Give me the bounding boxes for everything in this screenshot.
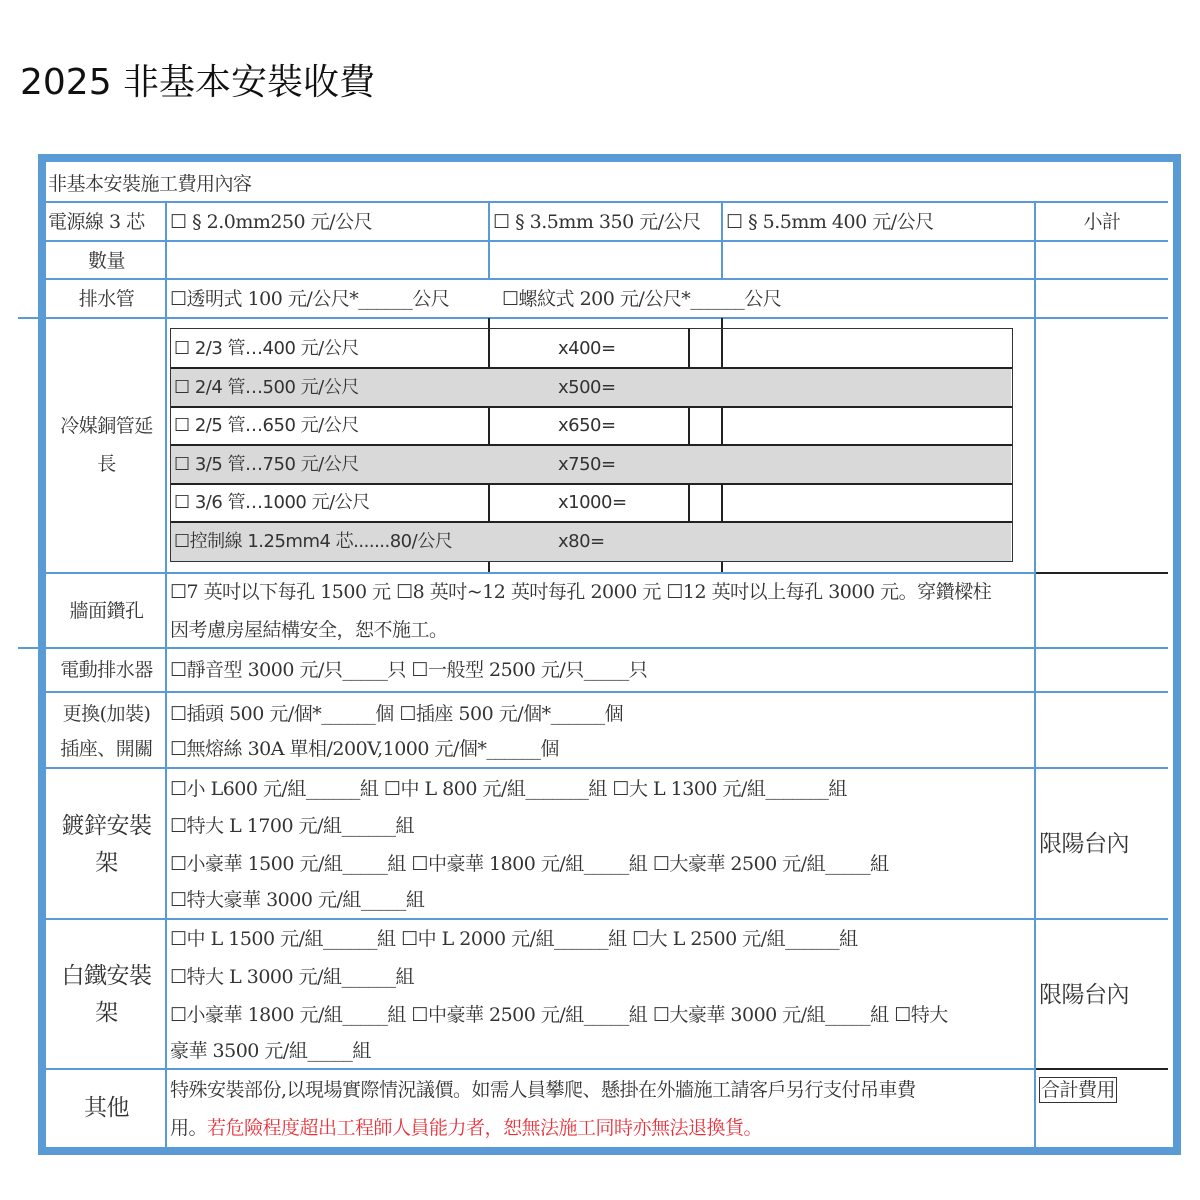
row-divider (46, 918, 1168, 920)
drill-options[interactable]: ☐7 英吋以下每孔 1500 元 ☐8 英吋~12 英吋每孔 2000 元 ☐12 英吋以上每孔 3000 元。穿鑽樑柱 (170, 581, 992, 603)
breaker-option[interactable]: ☐無熔絲 30A 單相/200V,1000 元/個*______個 (170, 738, 559, 760)
table-header: 非基本安裝施工費用內容 (48, 173, 252, 195)
row-divider (171, 367, 1012, 369)
copper-item[interactable]: ☐ 3/5 管…750 元/公尺 (174, 454, 359, 475)
iron-label-line2: 架 (95, 1000, 118, 1026)
other-label: 其他 (84, 1095, 129, 1121)
iron-label: 白鐵安裝 (61, 963, 152, 989)
copper-item[interactable]: ☐ 2/3 管…400 元/公尺 (174, 338, 359, 359)
col-divider (721, 201, 723, 278)
other-note: 特殊安裝部份,以現場實際情況議價。如需人員攀爬、懸掛在外牆施工請客戶另行支付吊車費 (170, 1079, 916, 1101)
row-divider (46, 572, 1036, 574)
copper-calc: x400= (558, 338, 616, 359)
total-fee-box: 合計費用 (1041, 1079, 1116, 1101)
row-divider (46, 1068, 1036, 1070)
copper-calc: x1000= (558, 492, 627, 513)
row-divider (46, 278, 1168, 280)
drain-option-clear[interactable]: ☐透明式 100 元/公尺*______公尺 (170, 288, 450, 310)
copper-item[interactable]: ☐ 2/4 管…500 元/公尺 (174, 377, 359, 398)
galv-options[interactable]: ☐小 L600 元/組______組 ☐中 L 800 元/組_______組 ☐大 L 1300 元/組_______組 (170, 778, 847, 800)
pump-label: 電動排水器 (60, 659, 153, 681)
row-divider (18, 647, 1168, 649)
row-divider (171, 444, 1012, 446)
col-divider (688, 406, 690, 444)
col-divider (688, 483, 690, 521)
galv-label-line2: 架 (95, 850, 118, 876)
col-divider (1034, 201, 1036, 1147)
copper-calc: x750= (558, 454, 616, 475)
power-option-5-5mm[interactable]: ☐ § 5.5mm 400 元/公尺 (726, 211, 934, 233)
warning-text: 若危險程度超出工程師人員能力者，恕無法施工同時亦無法退換貨。 (207, 1117, 763, 1139)
copper-label: 冷媒銅管延 (60, 415, 153, 437)
drill-note: 因考慮房屋結構安全，恕不施工。 (170, 619, 448, 641)
copper-item[interactable]: ☐ 3/6 管…1000 元/公尺 (174, 492, 370, 513)
iron-options[interactable]: ☐小豪華 1800 元/組_____組 ☐中豪華 2500 元/組_____組 ☐大豪華 3000 元/組_____組 ☐特大 (170, 1004, 948, 1026)
col-divider (488, 201, 490, 278)
row-divider (46, 691, 1168, 693)
copper-item[interactable]: ☐ 2/5 管…650 元/公尺 (174, 415, 359, 436)
row-divider (171, 483, 1012, 485)
copper-calc: x500= (558, 377, 616, 398)
power-option-2mm[interactable]: ☐ § 2.0mm250 元/公尺 (170, 211, 373, 233)
outlet-options[interactable]: ☐插頭 500 元/個*______個 ☐插座 500 元/個*______個 (170, 703, 624, 725)
iron-note: 限陽台內 (1039, 982, 1129, 1008)
copper-calc: x80= (558, 531, 605, 552)
row-divider (46, 201, 1168, 203)
other-note-line2 (170, 1116, 762, 1140)
row-divider (1036, 572, 1168, 574)
row-divider (46, 240, 1168, 242)
row-divider (171, 521, 1012, 523)
row-divider (46, 767, 1168, 769)
iron-options[interactable]: 豪華 3500 元/組_____組 (170, 1040, 371, 1062)
copper-calc: x650= (558, 415, 616, 436)
col-divider (688, 328, 690, 367)
row-divider (18, 317, 1168, 319)
page-title: 2025 非基本安裝收費 (20, 62, 376, 103)
power-option-3-5mm[interactable]: ☐ § 3.5mm 350 元/公尺 (493, 211, 701, 233)
iron-options[interactable]: ☐中 L 1500 元/組______組 ☐中 L 2000 元/組______組 ☐大 L 2500 元/組______組 (170, 928, 858, 950)
copper-item[interactable]: ☐控制線 1.25mm4 芯.......80/公尺 (174, 531, 453, 552)
iron-options[interactable]: ☐特大 L 3000 元/組______組 (170, 966, 415, 988)
galv-options[interactable]: ☐特大 L 1700 元/組______組 (170, 815, 415, 837)
galv-note: 限陽台內 (1039, 831, 1129, 857)
pump-options[interactable]: ☐靜音型 3000 元/只_____只 ☐一般型 2500 元/只_____只 (170, 659, 648, 681)
outlet-label-line2: 插座、開關 (60, 738, 153, 760)
copper-label-line2: 長 (97, 453, 116, 475)
quantity-label: 數量 (87, 250, 125, 272)
galv-label: 鍍鋅安裝 (61, 813, 152, 839)
drain-option-threaded[interactable]: ☐螺紋式 200 元/公尺*______公尺 (502, 288, 782, 310)
other-note-black: 用。 (170, 1117, 208, 1139)
galv-options[interactable]: ☐小豪華 1500 元/組_____組 ☐中豪華 1800 元/組_____組 ☐大豪華 2500 元/組_____組 (170, 853, 889, 875)
galv-options[interactable]: ☐特大豪華 3000 元/組_____組 (170, 889, 425, 911)
drain-label: 排水管 (78, 288, 135, 310)
col-divider (165, 201, 167, 1147)
drill-label: 牆面鑽孔 (69, 600, 144, 622)
subtotal-header: 小計 (1083, 211, 1121, 233)
power-label: 電源線 3 芯 (48, 211, 145, 233)
row-divider (171, 406, 1012, 408)
outlet-label: 更換(加裝) (62, 703, 151, 725)
row-divider (1036, 1068, 1168, 1070)
